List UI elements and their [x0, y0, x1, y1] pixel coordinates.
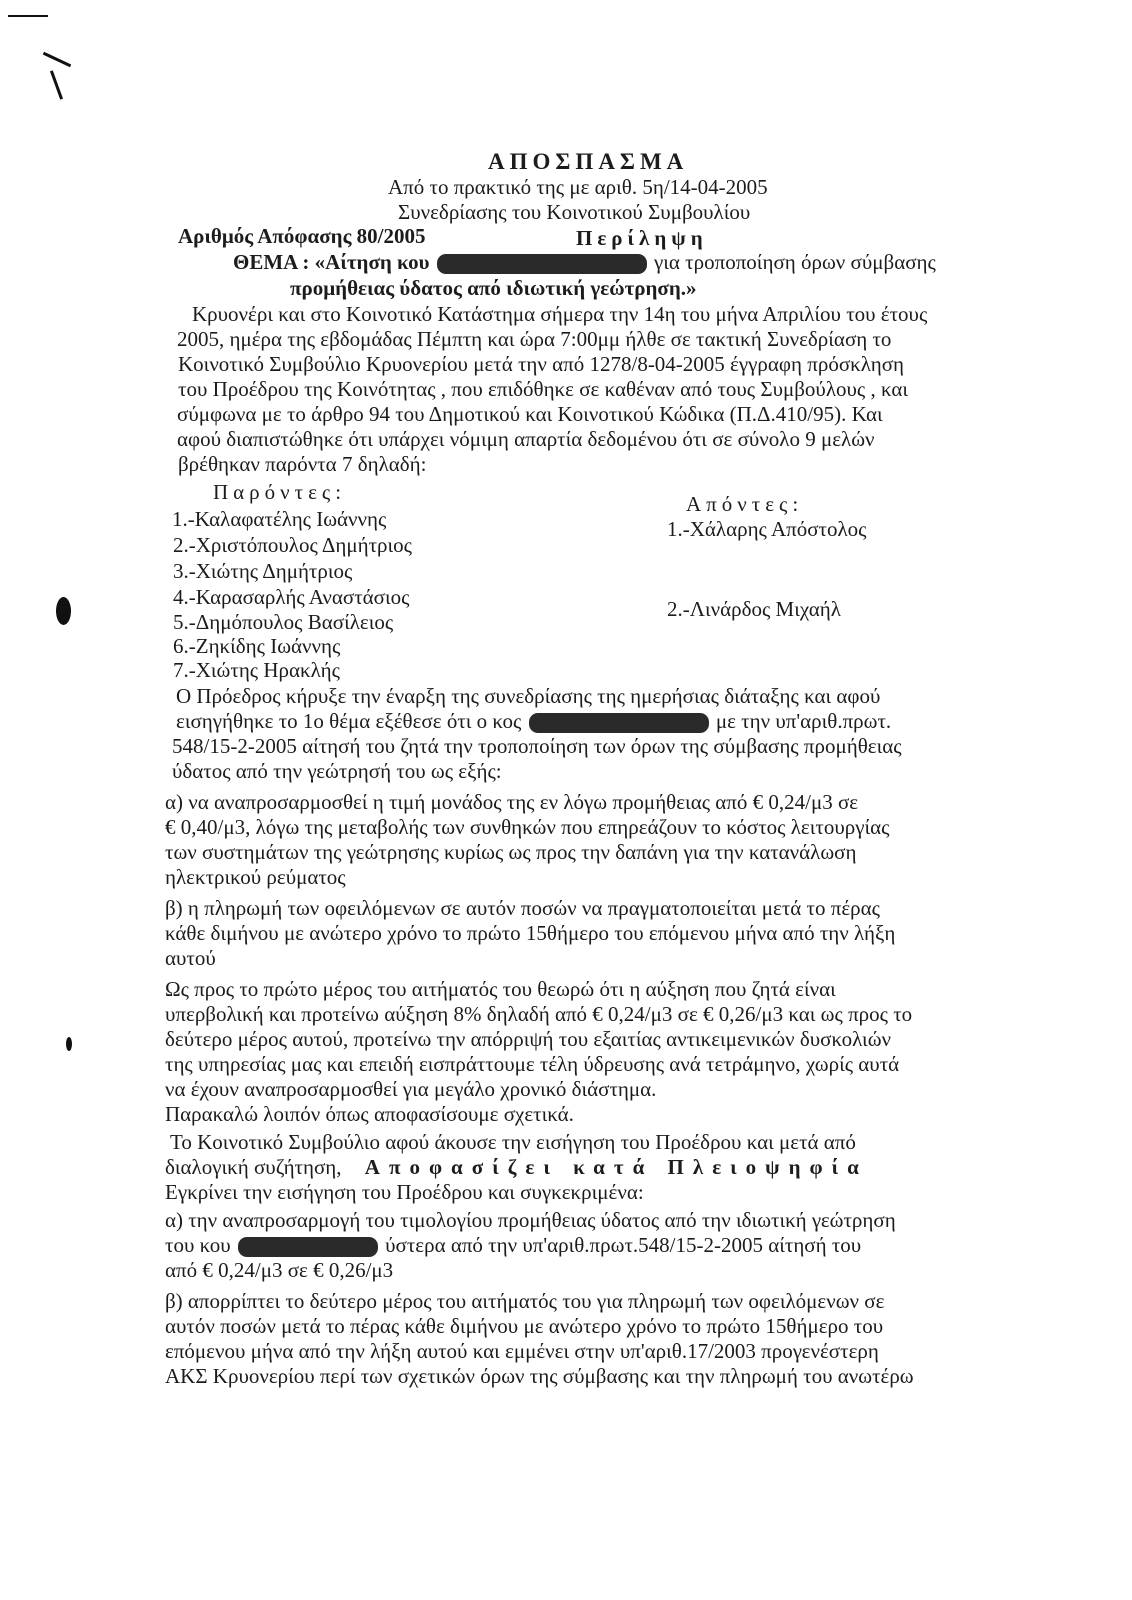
- request-a-line: α) να αναπροσαρμοσθεί η τιμή μονάδος της εν λόγω προμήθειας από € 0,24/μ3 σε: [165, 790, 859, 814]
- subject-prefix: ΘΕΜΑ : «Αίτηση κου: [233, 250, 430, 274]
- council-discussion: διαλογική συζήτηση,: [165, 1155, 342, 1179]
- summary-label: Περίληψη: [576, 226, 708, 250]
- intro-line: Κρυονέρι και στο Κοινοτικό Κατάστημα σήμερα την 14η του μήνα Απριλίου του έτους: [192, 302, 928, 326]
- present-member: 2.-Χριστόπουλος Δημήτριος: [173, 533, 412, 557]
- punch-hole-mark: [56, 597, 71, 625]
- redacted-name: [238, 1237, 378, 1257]
- council-line: Εγκρίνει την εισήγηση του Προέδρου και συγκεκριμένα:: [165, 1180, 644, 1204]
- opinion-line: δεύτερο μέρος αυτού, προτείνω την απόρριψή του εξαιτίας αντικειμενικών δυσκολιών: [165, 1027, 892, 1051]
- request-b-line: κάθε διμήνου με ανώτερο χρόνο το πρώτο 15θήμερο του επόμενου μήνα από την λήξη: [165, 921, 896, 945]
- present-member: 1.-Καλαφατέλης Ιωάννης: [172, 507, 387, 531]
- request-b-line: αυτού: [165, 946, 216, 970]
- decision-a-prefix: του κου: [165, 1233, 231, 1257]
- decision-a-line: α) την αναπροσαρμογή του τιμολογίου προμήθειας ύδατος από την ιδιωτική γεώτρηση: [165, 1208, 896, 1232]
- decision-number: Αριθμός Απόφασης 80/2005: [178, 224, 426, 248]
- intro-line: σύμφωνα με το άρθρο 94 του Δημοτικού και Κοινοτικού Κώδικα (Π.Δ.410/95). Και: [177, 402, 883, 426]
- request-a-line: ηλεκτρικού ρεύματος: [165, 865, 346, 889]
- present-member: 5.-Δημόπουλος Βασίλειος: [173, 610, 394, 634]
- body-line: 548/15-2-2005 αίτησή του ζητά την τροποποίηση των όρων της σύμβασης προμήθειας: [172, 734, 902, 758]
- intro-line: αφού διαπιστώθηκε ότι υπάρχει νόμιμη απαρτία δεδομένου ότι σε σύνολο 9 μελών: [177, 427, 875, 451]
- body-item-text: εισηγήθηκε το 1: [176, 709, 314, 733]
- opinion-line: υπερβολική και προτείνω αύξηση 8% δηλαδή από € 0,24/μ3 σε € 0,26/μ3 και ως προς το: [165, 1002, 913, 1026]
- redacted-name: [437, 254, 647, 274]
- body-item-ordinal: ο θέμα εξέθεσε ότι ο κος: [313, 709, 522, 733]
- subject-line: [233, 250, 936, 274]
- body-item-ref: με την υπ'αριθ.πρωτ.: [715, 709, 892, 733]
- present-label: Παρόντες:: [213, 480, 347, 504]
- present-member: 4.-Καρασαρλής Αναστάσιος: [173, 585, 410, 609]
- scan-mark-top: [8, 15, 48, 17]
- decision-a-line: από € 0,24/μ3 σε € 0,26/μ3: [165, 1258, 394, 1282]
- subtitle-minutes: Από το πρακτικό της με αριθ. 5η/14-04-2005: [388, 175, 768, 199]
- redacted-name: [529, 713, 709, 733]
- decision-a-line: [165, 1233, 861, 1257]
- decision-b-line: ΑΚΣ Κρυονερίου περί των σχετικών όρων της σύμβασης και την πληρωμή του ανωτέρω: [165, 1364, 914, 1388]
- decision-b-line: αυτόν ποσών μετά το πέρας κάθε διμήνου με ανώτερο χρόνο το πρώτο 15θήμερο του: [165, 1314, 884, 1338]
- absent-member: 1.-Χάλαρης Απόστολος: [667, 517, 867, 541]
- opinion-line: Ως προς το πρώτο μέρος του αιτήματός του θεωρώ ότι η αύξηση που ζητά είναι: [165, 977, 836, 1001]
- body-line: Ο Πρόεδρος κήρυξε την έναρξη της συνεδρίασης της ημερήσιας διάταξης και αφού: [176, 684, 881, 708]
- present-member: 7.-Χιώτης Ηρακλής: [173, 658, 340, 682]
- subject-line-2: προμήθειας ύδατος από ιδιωτική γεώτρηση.»: [290, 276, 697, 300]
- present-member: 6.-Ζηκίδης Ιωάννης: [173, 634, 341, 658]
- document-title: ΑΠΟΣΠΑΣΜΑ: [488, 149, 689, 174]
- body-line-item: [176, 709, 891, 733]
- opinion-line: να έχουν αναπροσαρμοσθεί για μεγάλο χρονικό διάστημα.: [165, 1077, 657, 1101]
- intro-line: του Προέδρου της Κοινότητας , που επιδόθηκε σε καθέναν από τους Συμβούλους , και: [178, 377, 909, 401]
- intro-line: βρέθηκαν παρόντα 7 δηλαδή:: [178, 452, 427, 476]
- decision-b-line: επόμενου μήνα από την λήξη αυτού και εμμένει στην υπ'αριθ.17/2003 προγενέστερη: [165, 1339, 879, 1363]
- absent-label: Απόντες:: [686, 492, 804, 516]
- subject-suffix: για τροποποίηση όρων σύμβασης: [654, 250, 936, 274]
- subtitle-session: Συνεδρίασης του Κοινοτικού Συμβουλίου: [398, 200, 751, 224]
- intro-line: 2005, ημέρα της εβδομάδας Πέμπτη και ώρα 7:00μμ ήλθε σε τακτική Συνεδρίαση το: [177, 327, 892, 351]
- absent-member: 2.-Λινάρδος Μιχαήλ: [667, 597, 841, 621]
- opinion-line: Παρακαλώ λοιπόν όπως αποφασίσουμε σχετικά.: [165, 1102, 574, 1126]
- request-b-line: β) η πληρωμή των οφειλόμενων σε αυτόν ποσών να πραγματοποιείται μετά το πέρας: [165, 896, 880, 920]
- decision-phrase: Αποφασίζει κατά Πλειοψηφία: [364, 1155, 868, 1179]
- council-line: Το Κοινοτικό Συμβούλιο αφού άκουσε την εισήγηση του Προέδρου και μετά από: [170, 1130, 856, 1154]
- decision-a-ref: ύστερα από την υπ'αριθ.πρωτ.548/15-2-2005 αίτησή του: [385, 1233, 862, 1257]
- intro-line: Κοινοτικό Συμβούλιο Κρυονερίου μετά την από 1278/8-04-2005 έγγραφη πρόσκληση: [178, 352, 905, 376]
- present-member: 3.-Χιώτης Δημήτριος: [173, 559, 353, 583]
- council-line-decision: [165, 1155, 868, 1179]
- opinion-line: της υπηρεσίας μας και επειδή εισπράττουμε τέλη ύδρευσης ανά τετράμηνο, χωρίς αυτά: [165, 1052, 900, 1076]
- request-a-line: € 0,40/μ3, λόγω της μεταβολής των συνθηκών που επηρεάζουν το κόστος λειτουργίας: [165, 815, 890, 839]
- scan-mark-corner: [43, 52, 71, 67]
- punch-hole-mark-2: [66, 1037, 72, 1051]
- request-a-line: των συστημάτων της γεώτρησης κυρίως ως προς την δαπάνη για την κατανάλωση: [165, 840, 857, 864]
- scan-mark-corner-2: [50, 70, 63, 99]
- decision-b-line: β) απορρίπτει το δεύτερο μέρος του αιτήματός του για πληρωμή των οφειλόμενων σε: [165, 1289, 885, 1313]
- body-line: ύδατος από την γεώτρησή του ως εξής:: [172, 759, 502, 783]
